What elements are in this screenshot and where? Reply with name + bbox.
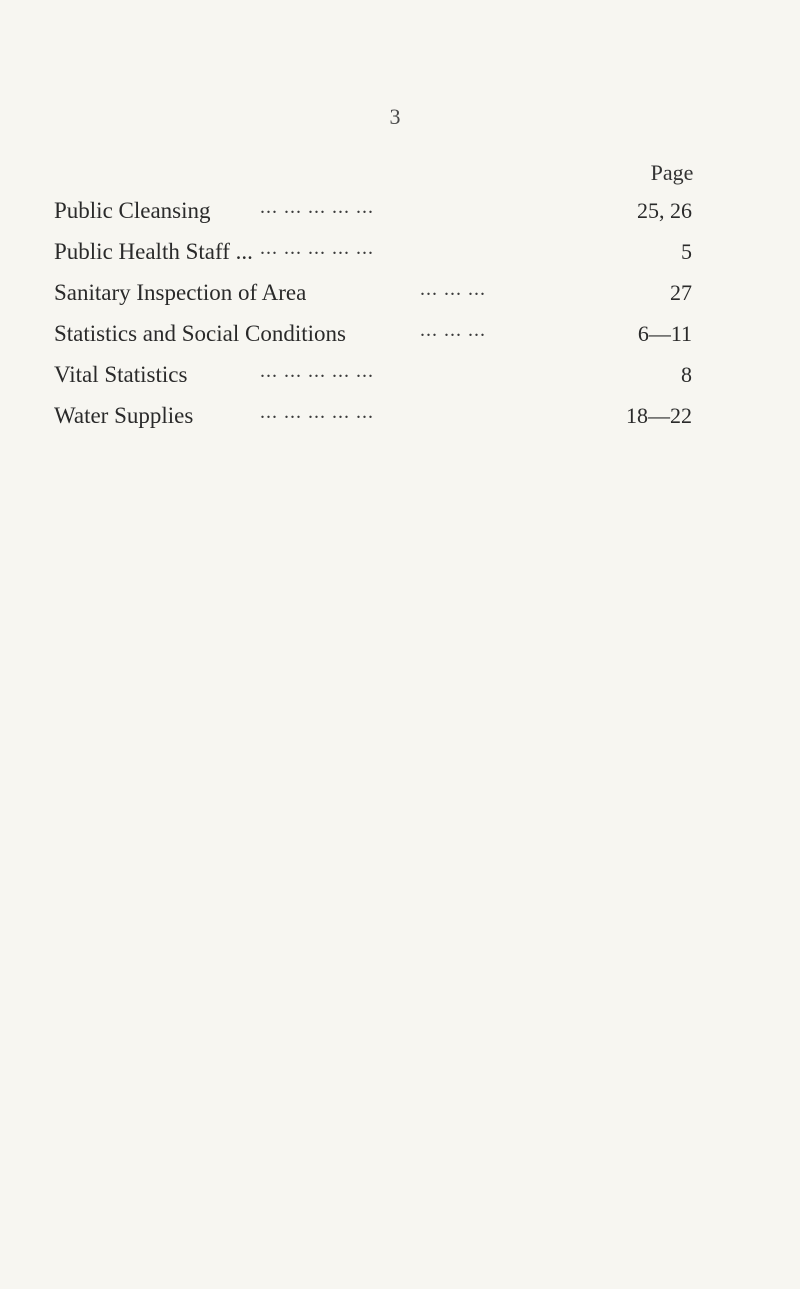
dot-leader: ... ... ... ... ...: [260, 401, 374, 423]
dot-leader: ... ... ... ... ...: [260, 360, 374, 382]
entry-page-ref: 5: [681, 239, 692, 264]
index-entry: [0, 395, 800, 436]
entry-label: Sanitary Inspection of Area: [54, 280, 307, 305]
page-column-heading: Page: [650, 160, 694, 185]
index-entry: [0, 231, 800, 272]
index-entry: [0, 190, 800, 231]
dot-leader: ... ... ...: [420, 319, 486, 341]
entry-label: Public Health Staff ...: [54, 239, 253, 264]
entry-label: Vital Statistics: [54, 362, 188, 387]
dot-leader: ... ... ...: [420, 278, 486, 300]
entry-page-ref: 25, 26: [637, 198, 692, 223]
index-entry: [0, 354, 800, 395]
entry-page-ref: 8: [681, 362, 692, 387]
index-entry: [0, 272, 800, 313]
index-list: [0, 190, 800, 436]
entry-label: Water Supplies: [54, 403, 194, 428]
entry-label: Public Cleansing: [54, 198, 211, 223]
index-entry: [0, 313, 800, 354]
entry-label: Statistics and Social Conditions: [54, 321, 346, 346]
dot-leader: ... ... ... ... ...: [260, 196, 374, 218]
entry-page-ref: 27: [670, 280, 692, 305]
dot-leader: ... ... ... ... ...: [260, 237, 374, 259]
entry-page-ref: 18—22: [626, 403, 692, 428]
page-number: 3: [389, 104, 401, 129]
entry-page-ref: 6—11: [637, 321, 692, 346]
